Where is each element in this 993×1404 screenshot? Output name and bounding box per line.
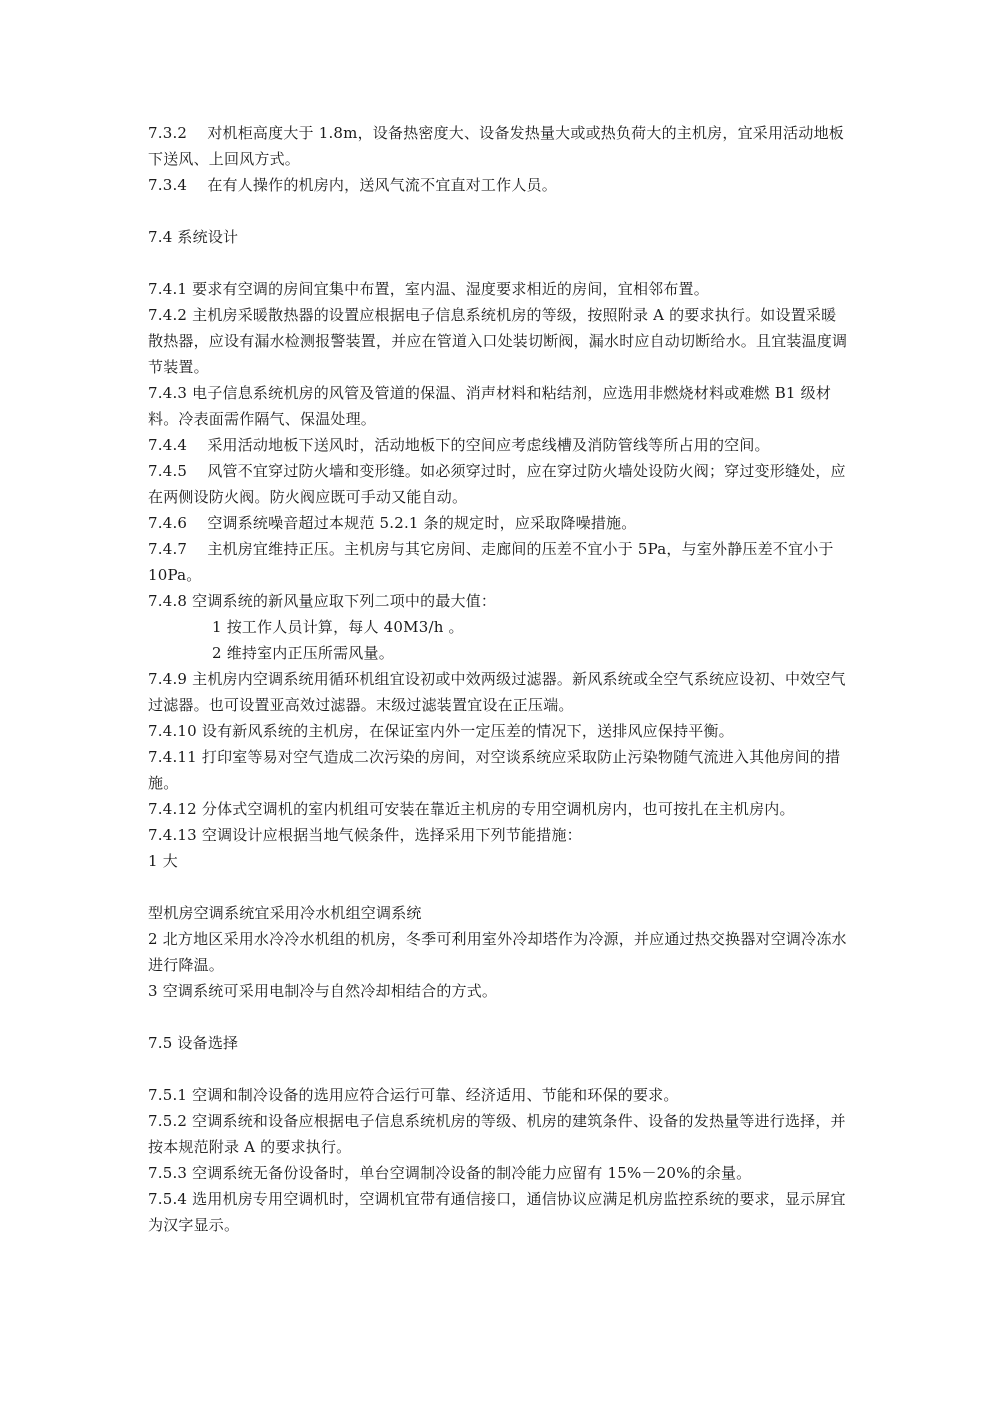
clause-7-4-8-item-1: 1 按工作人员计算，每人 40M3/h 。 — [212, 618, 464, 636]
clause-7-4-12: 7.4.12 分体式空调机的室内机组可安装在靠近主机房的专用空调机房内，也可按扎在主机房内。 — [148, 800, 795, 818]
clause-7-4-5: 7.4.5 风管不宜穿过防火墙和变形缝。如必须穿过时，应在穿过防火墙处设防火阀；穿过变形缝处，应在两侧设防火阀。防火阀应既可手动又能自动。 — [148, 462, 846, 506]
spacer — [148, 1004, 848, 1030]
clause-7-3-4: 7.3.4 在有人操作的机房内，送风气流不宜直对工作人员。 — [148, 176, 557, 194]
clause-7-4-10: 7.4.10 设有新风系统的主机房，在保证室内外一定压差的情况下，送排风应保持平衡。 — [148, 722, 734, 740]
clause-7-4-13-item-2: 2 北方地区采用水冷冷水机组的机房，冬季可利用室外冷却塔作为冷源，并应通过热交换器对空调冷冻水进行降温。 — [148, 930, 847, 974]
section-heading-7-4: 7.4 系统设计 — [148, 228, 239, 246]
clause-7-5-2: 7.5.2 空调系统和设备应根据电子信息系统机房的等级、机房的建筑条件、设备的发热量等进行选择，并按本规范附录 A 的要求执行。 — [148, 1112, 846, 1156]
clause-7-4-13-item-3: 3 空调系统可采用电制冷与自然冷却相结合的方式。 — [148, 982, 498, 1000]
document-body — [148, 120, 848, 1238]
section-heading-7-5: 7.5 设备选择 — [148, 1034, 239, 1052]
spacer — [148, 1056, 848, 1082]
spacer — [148, 198, 848, 224]
clause-7-4-8-item-2: 2 维持室内正压所需风量。 — [212, 644, 394, 662]
clause-7-4-13: 7.4.13 空调设计应根据当地气候条件，选择采用下列节能措施： — [148, 826, 582, 844]
clause-7-4-9: 7.4.9 主机房内空调系统用循环机组宜设初或中效两级过滤器。新风系统或全空气系统应设初、中效空气过滤器。也可设置亚高效过滤器。末级过滤装置宜设在正压端。 — [148, 670, 846, 714]
clause-7-4-4: 7.4.4 采用活动地板下送风时，活动地板下的空间应考虑线槽及消防管线等所占用的空间。 — [148, 436, 770, 454]
clause-7-4-11: 7.4.11 打印室等易对空气造成二次污染的房间，对空谈系统应采取防止污染物随气流进入其他房间的措施。 — [148, 748, 841, 792]
clause-7-5-1: 7.5.1 空调和制冷设备的选用应符合运行可靠、经济适用、节能和环保的要求。 — [148, 1086, 679, 1104]
clause-7-4-6: 7.4.6 空调系统噪音超过本规范 5.2.1 条的规定时，应采取降噪措施。 — [148, 514, 637, 532]
spacer — [148, 874, 848, 900]
clause-7-3-2: 7.3.2 对机柜高度大于 1.8m，设备热密度大、设备发热量大或或热负荷大的主机房，宜采用活动地板下送风、上回风方式。 — [148, 124, 844, 168]
clause-7-5-3: 7.5.3 空调系统无备份设备时，单台空调制冷设备的制冷能力应留有 15%－20%的余量。 — [148, 1164, 752, 1182]
clause-7-4-8: 7.4.8 空调系统的新风量应取下列二项中的最大值： — [148, 592, 497, 610]
clause-7-4-2: 7.4.2 主机房采暖散热器的设置应根据电子信息系统机房的等级，按照附录 A 的要求执行。如设置采暖散热器，应设有漏水检测报警装置，并应在管道入口处装切断阀，漏水时应自动切断给水。且宜装温度调节装置。 — [148, 306, 848, 376]
clause-7-4-1: 7.4.1 要求有空调的房间宜集中布置，室内温、湿度要求相近的房间，宜相邻布置。 — [148, 280, 709, 298]
clause-7-4-13-item-1-start: 1 大 — [148, 852, 178, 870]
spacer — [148, 250, 848, 276]
clause-7-5-4: 7.5.4 选用机房专用空调机时，空调机宜带有通信接口，通信协议应满足机房监控系统的要求，显示屏宜为汉字显示。 — [148, 1190, 846, 1234]
clause-7-4-13-item-1-cont: 型机房空调系统宜采用冷水机组空调系统 — [148, 904, 422, 922]
clause-7-4-3: 7.4.3 电子信息系统机房的风管及管道的保温、消声材料和粘结剂，应选用非燃烧材料或难燃 B1 级材料。冷表面需作隔气、保温处理。 — [148, 384, 832, 428]
clause-7-4-7: 7.4.7 主机房宜维持正压。主机房与其它房间、走廊间的压差不宜小于 5Pa，与室外静压差不宜小于 10Pa。 — [148, 540, 839, 584]
